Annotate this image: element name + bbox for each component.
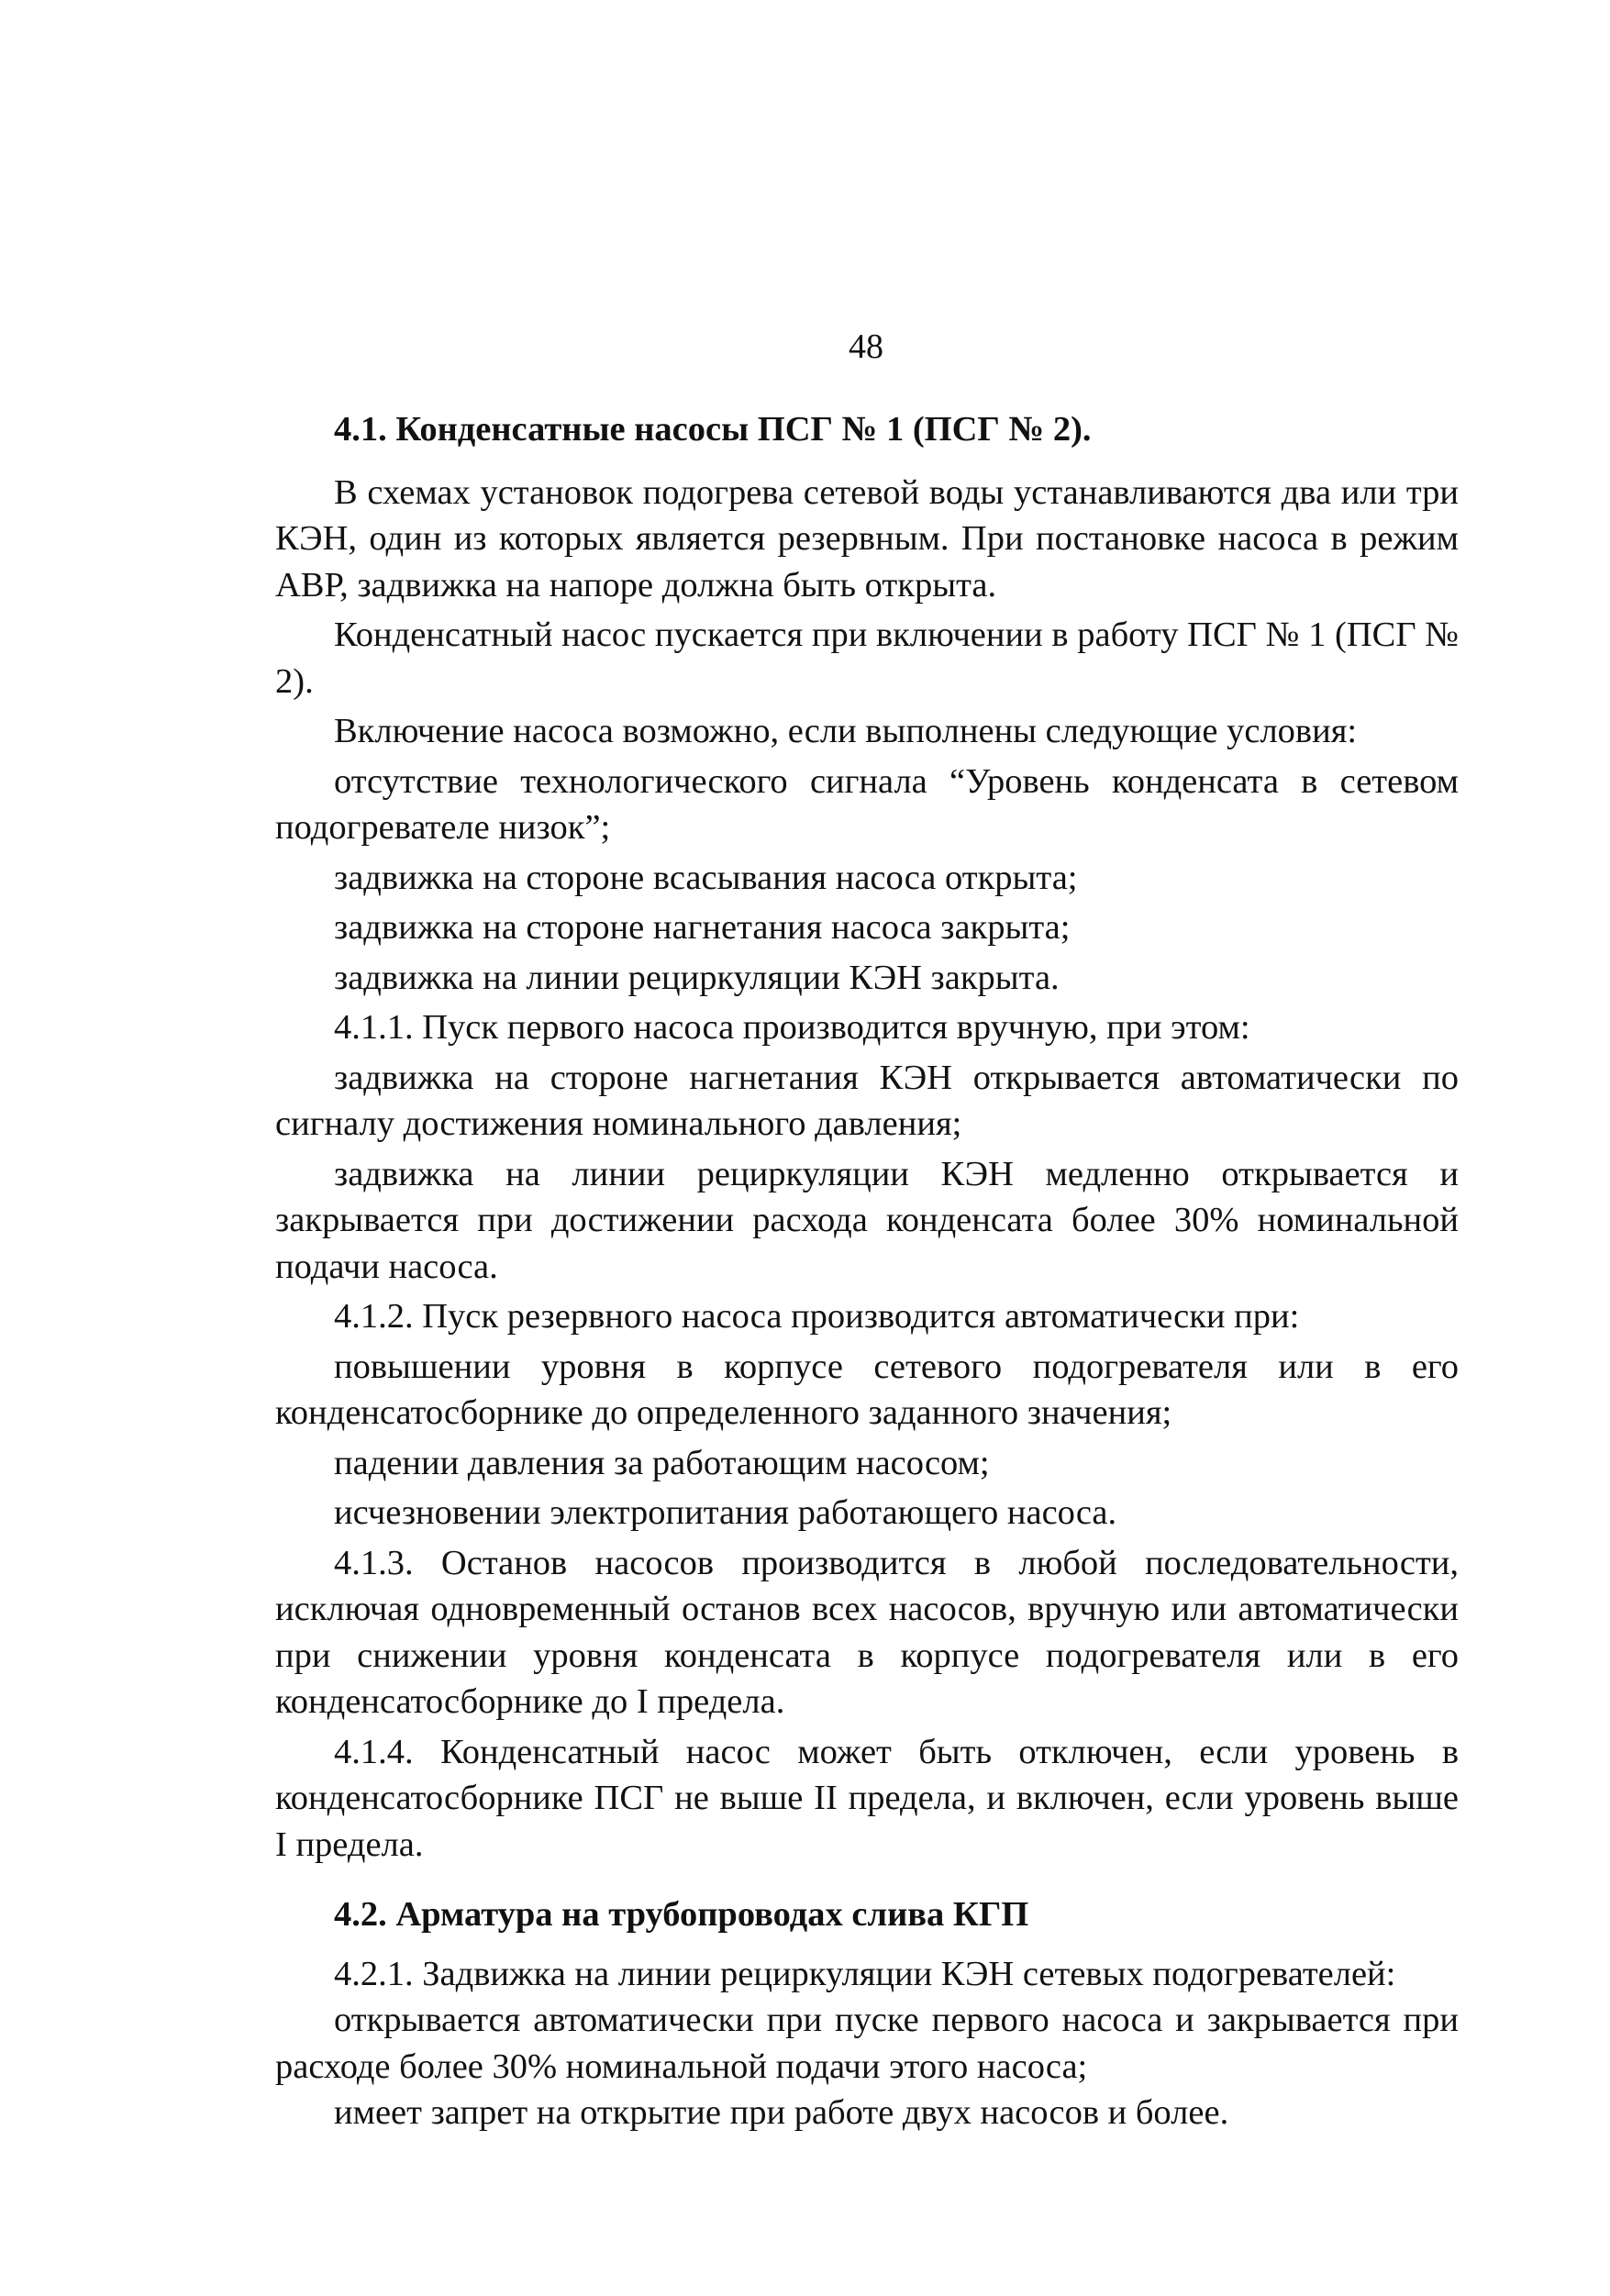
subsection-4-1-1: 4.1.1. Пуск первого насоса производится вручную, при этом: xyxy=(334,1008,1250,1047)
list-item: задвижка на линии рециркуляции КЭН медленно открывается и закрывается при достижении расхода конденсата более 30% номинальной подачи насоса. xyxy=(275,1154,1459,1286)
subsection-4-1-3: 4.1.3. Останов насосов производится в любой последовательности, исключая одновременный останов всех насосов, вручную или автоматически при снижении уровня конденсата в корпусе подогревателя или в его конденсатосборнике до I предела. xyxy=(275,1543,1459,1721)
subsection-4-2-1: 4.2.1. Задвижка на линии рециркуляции КЭН сетевых подогревателей: xyxy=(334,1954,1396,1993)
section-4-2 xyxy=(275,1891,1459,2136)
paragraph: Включение насоса возможно, если выполнены следующие условия: xyxy=(334,712,1358,750)
page-number: 48 xyxy=(849,327,883,366)
list-item: повышении уровня в корпусе сетевого подогревателя или в его конденсатосборнике до определенного заданного значения; xyxy=(275,1347,1459,1432)
list-item: задвижка на стороне нагнетания КЭН открывается автоматически по сигналу достижения номинального давления; xyxy=(275,1058,1459,1143)
paragraph: Конденсатный насос пускается при включении в работу ПСГ № 1 (ПСГ № 2). xyxy=(275,616,1459,701)
subsection-4-1-4: 4.1.4. Конденсатный насос может быть отключен, если уровень в конденсатосборнике ПСГ не выше II предела, и включен, если уровень выше I предела. xyxy=(275,1732,1459,1864)
list-item: имеет запрет на открытие при работе двух насосов и более. xyxy=(334,2093,1229,2132)
paragraph: В схемах установок подогрева сетевой воды устанавливаются два или три КЭН, один из которых является резервным. При постановке насоса в режим АВР, задвижка на напоре должна быть открыта. xyxy=(275,472,1459,605)
condition-item: задвижка на стороне всасывания насоса открыта; xyxy=(334,858,1078,897)
list-item: открывается автоматически при пуске первого насоса и закрывается при расходе более 30% номинальной подачи этого насоса; xyxy=(275,2001,1459,2086)
section-heading-4-2: 4.2. Арматура на трубопроводах слива КГП xyxy=(334,1895,1029,1934)
condition-item: задвижка на стороне нагнетания насоса закрыта; xyxy=(334,908,1071,947)
section-heading-4-1: 4.1. Конденсатные насосы ПСГ № 1 (ПСГ № 2). xyxy=(334,410,1092,449)
condition-item: отсутствие технологического сигнала “Уровень конденсата в сетевом подогревателе низок”; xyxy=(275,761,1459,847)
list-item: падении давления за работающим насосом; xyxy=(334,1443,990,1482)
subsection-4-1-2: 4.1.2. Пуск резервного насоса производится автоматически при: xyxy=(334,1297,1300,1336)
condition-item: задвижка на линии рециркуляции КЭН закрыта. xyxy=(334,958,1060,997)
page-content xyxy=(275,406,1459,2136)
list-item: исчезновении электропитания работающего насоса. xyxy=(334,1493,1117,1532)
document-page xyxy=(275,326,1459,2151)
section-4-1 xyxy=(275,406,1459,1868)
